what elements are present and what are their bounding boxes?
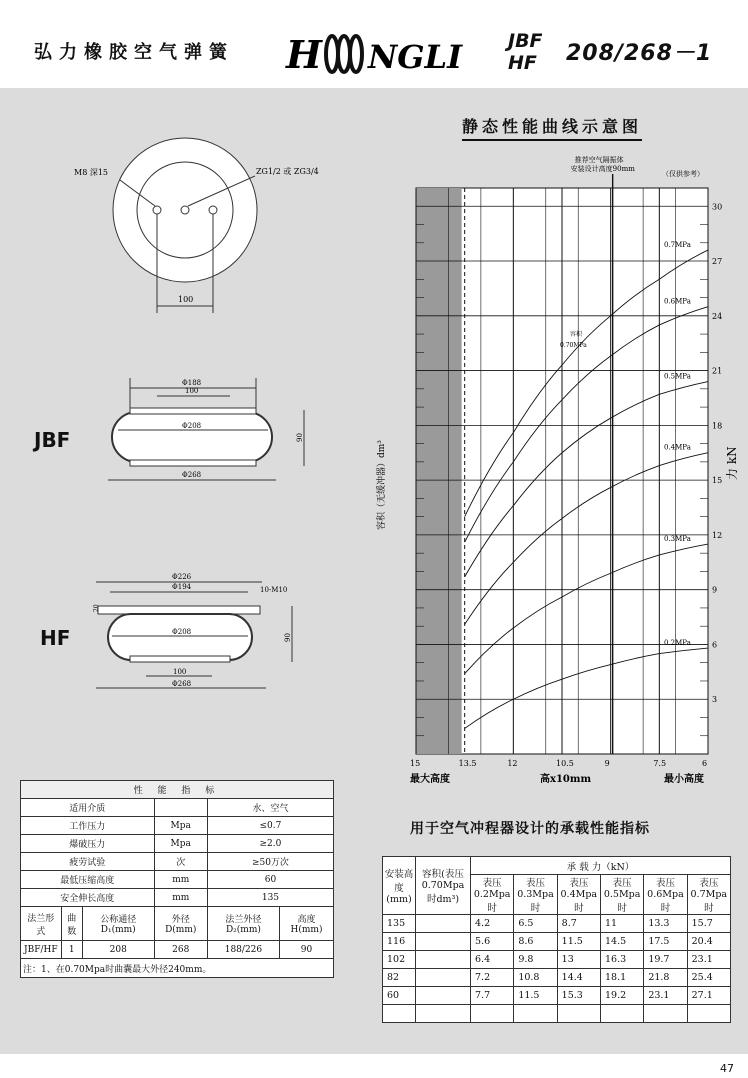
perf-cell: 1: [61, 941, 82, 959]
series-label: 0.5MPa: [664, 372, 691, 381]
load-cell: 15.7: [687, 915, 730, 933]
y-tick-label: 3: [712, 695, 718, 705]
perf-key: 最低压缩高度: [21, 871, 155, 889]
load-cell: 4.2: [471, 915, 514, 933]
load-cell: 19.7: [644, 951, 687, 969]
load-volume-empty: [416, 987, 471, 1005]
load-cell: 8.6: [514, 933, 557, 951]
load-cell: 14.5: [600, 933, 643, 951]
x-tick-label: 10.5: [556, 759, 574, 768]
y-label-left: 容积（无缓冲器）dm³: [377, 440, 387, 530]
perf-header: 法兰形式: [21, 907, 62, 941]
dim-100: 100: [178, 295, 194, 304]
bolt-label: 10-M10: [260, 586, 288, 594]
logo-text: NGLI: [368, 38, 463, 76]
load-col-header: 表压0.7Mpa时: [687, 875, 730, 915]
perf-header: 法兰外径 D₂(mm): [207, 907, 279, 941]
perf-key: 适用介质: [21, 799, 155, 817]
dim-208: Φ208: [182, 422, 202, 430]
perf-value: ≥2.0: [207, 835, 333, 853]
hole-icon: [153, 206, 161, 214]
y-tick-label: 12: [712, 530, 723, 540]
y-tick-label: 15: [712, 476, 723, 486]
model-code: [508, 30, 543, 74]
shaded-band: [416, 188, 462, 754]
technical-drawings: [0, 88, 380, 698]
load-cell: 16.3: [600, 951, 643, 969]
load-cell: 21.8: [644, 969, 687, 987]
load-cell: 25.4: [687, 969, 730, 987]
load-cell: 20.4: [687, 933, 730, 951]
perf-value: 水、空气: [207, 799, 333, 817]
load-header-volume: 容积(表压0.70Mpa时dm³): [416, 857, 471, 915]
hf-top-flange: [98, 606, 260, 614]
perf-cell: 90: [279, 941, 333, 959]
load-cell: 11.5: [514, 987, 557, 1005]
hf-label: HF: [40, 626, 71, 650]
hole-icon: [209, 206, 217, 214]
perf-cell: JBF/HF: [21, 941, 62, 959]
perf-cell: 208: [82, 941, 154, 959]
dim-208-hf: Φ208: [172, 628, 192, 636]
y-tick-label: 30: [712, 202, 723, 212]
y-tick-label: 9: [712, 585, 718, 595]
load-cell: 17.5: [644, 933, 687, 951]
hongli-logo: [282, 20, 472, 80]
hf-bottom-plate: [130, 656, 230, 662]
perf-unit: Mpa: [154, 835, 207, 853]
perf-key: 疲劳试验: [21, 853, 155, 871]
load-cell: 14.4: [557, 969, 600, 987]
logo-coil-icon: [350, 36, 362, 72]
load-cell: 6.5: [514, 915, 557, 933]
dim-20: 20: [93, 604, 100, 612]
port-icon: [181, 206, 189, 214]
load-empty: [471, 1005, 514, 1023]
load-cell: 23.1: [687, 951, 730, 969]
load-empty: [687, 1005, 730, 1023]
load-volume-empty: [416, 915, 471, 933]
load-height: 60: [383, 987, 416, 1005]
perf-unit: mm: [154, 871, 207, 889]
load-cell: 27.1: [687, 987, 730, 1005]
perf-value: ≤0.7: [207, 817, 333, 835]
dim-226: Φ226: [172, 573, 192, 581]
load-height: 102: [383, 951, 416, 969]
x-tick-label: 13.5: [458, 759, 477, 768]
load-height: 135: [383, 915, 416, 933]
perf-header: 外径 D(mm): [154, 907, 207, 941]
volume-label2: 0.70MPa: [560, 342, 587, 350]
load-cell: 10.8: [514, 969, 557, 987]
chart-note-top: 推荐空气隔振体: [574, 156, 624, 164]
jbf-label: JBF: [34, 428, 71, 452]
perf-unit: Mpa: [154, 817, 207, 835]
perf-value: 60: [207, 871, 333, 889]
chart-title: 静态性能曲线示意图: [462, 114, 642, 141]
load-volume-empty: [416, 933, 471, 951]
y-tick-label: 18: [712, 421, 723, 431]
x-label: 高x10mm: [540, 774, 592, 785]
load-cell: 23.1: [644, 987, 687, 1005]
perf-note: 注：1、在0.70Mpa时曲囊最大外径240mm。: [21, 959, 334, 978]
x-tick-label: 12: [507, 759, 518, 768]
perf-cell: 188/226: [207, 941, 279, 959]
load-empty: [557, 1005, 600, 1023]
perf-title: 性 能 指 标: [21, 781, 334, 799]
dim-100-hf: 100: [173, 668, 187, 676]
dim-188: Φ188: [182, 379, 202, 387]
load-col-header: 表压0.6Mpa时: [644, 875, 687, 915]
dim-268: Φ268: [182, 471, 202, 479]
page-number: 47: [720, 1062, 734, 1075]
port-label: ZG1/2 或 ZG3/4: [256, 167, 319, 176]
load-cell: 9.8: [514, 951, 557, 969]
load-cell: 18.1: [600, 969, 643, 987]
jbf-top-plate: [130, 408, 256, 414]
load-empty: [644, 1005, 687, 1023]
load-cell: 11.5: [557, 933, 600, 951]
load-col-header: 表压0.5Mpa时: [600, 875, 643, 915]
perf-header: 曲数: [61, 907, 82, 941]
load-empty: [600, 1005, 643, 1023]
perf-unit: [154, 799, 207, 817]
code-bottom: HF: [508, 52, 537, 74]
load-col-header: 表压0.4Mpa时: [557, 875, 600, 915]
load-cell: 7.7: [471, 987, 514, 1005]
x-tick-label: 7.5: [653, 759, 667, 768]
load-height: 82: [383, 969, 416, 987]
x-label-left: 最大高度: [410, 774, 450, 785]
perf-value: 135: [207, 889, 333, 907]
dim-100-jbf: 100: [185, 387, 199, 395]
chart-note-top2: 安装设计高度90mm: [570, 165, 635, 173]
x-tick-label: 9: [604, 759, 610, 768]
jbf-bottom-plate: [130, 460, 256, 466]
perf-value: ≥50万次: [207, 853, 333, 871]
load-volume-empty: [416, 951, 471, 969]
load-capacity-table: [382, 856, 731, 1023]
hole-label: M8 深15: [74, 168, 109, 177]
perf-unit: mm: [154, 889, 207, 907]
load-cell: 11: [600, 915, 643, 933]
perf-header: 公称通径 D₁(mm): [82, 907, 154, 941]
load-cell: 15.3: [557, 987, 600, 1005]
load-header-height: 安装高度(mm): [383, 857, 416, 915]
dim-194: Φ194: [172, 583, 192, 591]
series-label: 0.4MPa: [664, 443, 691, 452]
perf-key: 安全伸长高度: [21, 889, 155, 907]
load-height: 116: [383, 933, 416, 951]
x-tick-label: 6: [702, 759, 708, 768]
load-col-header: 表压0.3Mpa时: [514, 875, 557, 915]
series-label: 0.3MPa: [664, 535, 691, 544]
y-tick-label: 6: [712, 640, 718, 650]
perf-key: 工作压力: [21, 817, 155, 835]
load-empty: [416, 1005, 471, 1023]
dim-90-hf: 90: [284, 633, 292, 642]
series-label: 0.7MPa: [664, 241, 691, 250]
perf-cell: 268: [154, 941, 207, 959]
series-label: 0.6MPa: [664, 297, 691, 306]
load-cell: 13: [557, 951, 600, 969]
load-header-force: 承 载 力（kN）: [471, 857, 731, 875]
code-top: JBF: [508, 30, 543, 52]
y-tick-label: 24: [712, 311, 723, 321]
y-tick-label: 27: [712, 257, 723, 267]
x-tick-label: 15: [410, 759, 421, 768]
load-cell: 5.6: [471, 933, 514, 951]
logo-text: H: [286, 32, 322, 77]
dim-268-hf: Φ268: [172, 680, 192, 688]
load-cell: 13.3: [644, 915, 687, 933]
load-table-title: 用于空气冲程器设计的承载性能指标: [410, 821, 650, 837]
performance-chart: [370, 150, 740, 800]
perf-header: 高度 H(mm): [279, 907, 333, 941]
load-volume-empty: [416, 969, 471, 987]
x-label-right: 最小高度: [664, 774, 704, 785]
dim-90: 90: [296, 433, 304, 442]
load-empty: [383, 1005, 416, 1023]
load-cell: 19.2: [600, 987, 643, 1005]
perf-unit: 次: [154, 853, 207, 871]
chart-note-ref: （仅供参考）: [662, 170, 704, 178]
header-title: 弘力橡胶空气弹簧: [34, 42, 234, 63]
performance-spec-table: [20, 780, 334, 978]
hf-bellow: [108, 614, 252, 660]
load-col-header: 表压0.2Mpa时: [471, 875, 514, 915]
y-tick-label: 21: [712, 366, 723, 376]
jbf-bellow: [112, 412, 272, 462]
load-empty: [514, 1005, 557, 1023]
perf-key: 爆破压力: [21, 835, 155, 853]
y-label-right: 力 kN: [725, 446, 739, 480]
series-label: 0.2MPa: [664, 639, 691, 648]
model-number: 208/268－1: [566, 41, 713, 66]
volume-label: 容积: [570, 331, 583, 339]
load-cell: 7.2: [471, 969, 514, 987]
load-cell: 8.7: [557, 915, 600, 933]
header: [0, 0, 748, 88]
load-cell: 6.4: [471, 951, 514, 969]
